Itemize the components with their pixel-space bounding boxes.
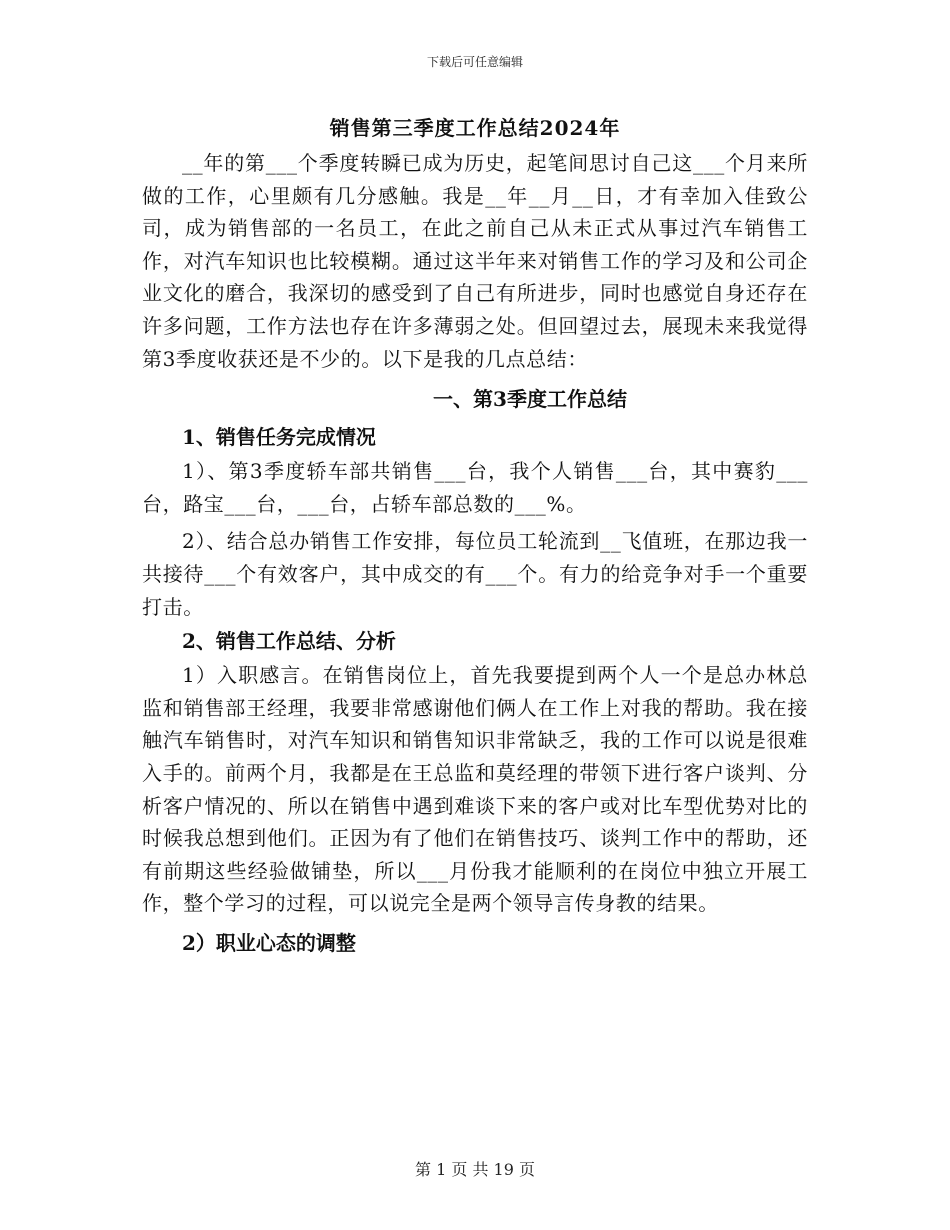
summary-analysis-paragraph-1: 1）入职感言。在销售岗位上，首先我要提到两个人一个是总办林总监和销售部王经理，我要非常感谢他们俩人在工作上对我的帮助。我在接触汽车销售时，对汽车知识和销售知识非常缺乏，我的工作可以说是很难入手的。前两个月，我都是在王总监和莫经理的带领下进行客户谈判、分析客户情况的、所以在销售中遇到难谈下来的客户或对比车型优势对比的时候我总想到他们。正因为有了他们在销售技巧、谈判工作中的帮助，还有前期这些经验做铺垫，所以___月份我才能顺利的在岗位中独立开展工作，整个学习的过程，可以说完全是两个领导言传身教的结果。 — [142, 663, 808, 916]
subsection-heading-summary-analysis: 2、销售工作总结、分析 — [182, 629, 396, 654]
document-title: 销售第三季度工作总结2024年 — [329, 116, 621, 140]
intro-paragraph: __年的第___个季度转瞬已成为历史，起笔间思讨自己这___个月来所做的工作，心里颇有几分感触。我是__年__月__日，才有幸加入佳致公司，成为销售部的一名员工，在此之前自己从未正式从事过汽车销售工作，对汽车知识也比较模糊。通过这半年来对销售工作的学习及和公司企业文化的磨合，我深切的感受到了自己有所进步，同时也感觉自身还存在许多问题，工作方法也存在许多薄弱之处。但回望过去，展现未来我觉得第3季度收获还是不少的。以下是我的几点总结： — [142, 151, 808, 371]
document-body — [142, 112, 808, 961]
subsection-heading-sales-tasks: 1、销售任务完成情况 — [182, 425, 376, 450]
subsection-heading-career-mindset: 2）职业心态的调整 — [182, 930, 356, 955]
page-header: 下载后可任意编辑 — [426, 55, 523, 69]
section-heading: 一、第3季度工作总结 — [433, 387, 627, 412]
page-footer: 第 1 页 共 19 页 — [415, 1160, 535, 1179]
sales-tasks-paragraph-2: 2）、结合总办销售工作安排，每位员工轮流到__飞值班，在那边我一共接待___个有效客户，其中成交的有___个。有力的给竞争对手一个重要打击。 — [142, 529, 808, 619]
sales-tasks-paragraph-1: 1）、第3季度轿车部共销售___台，我个人销售___台，其中赛豹___台，路宝___台，___台，占轿车部总数的___%。 — [142, 459, 808, 516]
